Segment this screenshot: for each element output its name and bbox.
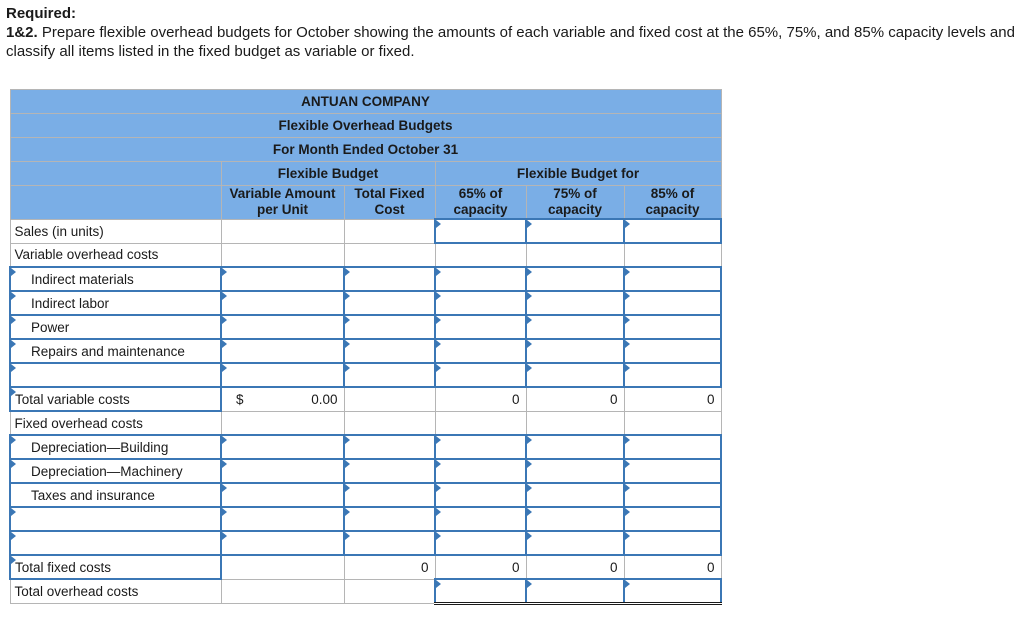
input-cell[interactable]: [344, 507, 435, 531]
input-cell[interactable]: [435, 291, 526, 315]
blank-select[interactable]: [10, 363, 221, 387]
input-cell[interactable]: [526, 459, 624, 483]
cell: [344, 387, 435, 411]
indirect-labor-select[interactable]: Indirect labor: [10, 291, 221, 315]
input-cell[interactable]: [624, 483, 721, 507]
dep-building-select[interactable]: Depreciation—Building: [10, 435, 221, 459]
cell: [526, 411, 624, 435]
col-variable-amount: Variable Amount per Unit: [221, 186, 344, 220]
part-label: 1&2.: [6, 24, 38, 41]
cell: [435, 411, 526, 435]
row-total-variable: [10, 387, 721, 411]
input-cell[interactable]: [435, 507, 526, 531]
input-cell[interactable]: [221, 291, 344, 315]
cell: [435, 243, 526, 267]
total-variable-75: 0: [526, 387, 624, 411]
row-label: Total overhead costs: [10, 579, 221, 603]
header-blank: [10, 186, 221, 220]
input-cell[interactable]: [526, 315, 624, 339]
row-label: Variable overhead costs: [10, 243, 221, 267]
input-cell[interactable]: [221, 459, 344, 483]
input-cell[interactable]: [435, 459, 526, 483]
input-cell[interactable]: [526, 531, 624, 555]
input-cell[interactable]: [624, 507, 721, 531]
input-cell[interactable]: [344, 459, 435, 483]
row-indirect-labor: [10, 291, 721, 315]
cell: [221, 243, 344, 267]
input-cell[interactable]: [526, 267, 624, 291]
table-title: Flexible Overhead Budgets: [10, 114, 721, 138]
instructions: [6, 4, 1016, 61]
input-cell[interactable]: [526, 483, 624, 507]
cell: [221, 579, 344, 603]
total-variable-65: 0: [435, 387, 526, 411]
input-cell[interactable]: [624, 459, 721, 483]
input-cell[interactable]: [526, 291, 624, 315]
input-cell[interactable]: [624, 363, 721, 387]
table-period: For Month Ended October 31: [10, 138, 721, 162]
total-fixed-select[interactable]: Total fixed costs: [10, 555, 221, 579]
sales-75-input[interactable]: [526, 219, 624, 243]
row-dep-building: [10, 435, 721, 459]
input-cell[interactable]: [526, 435, 624, 459]
input-cell[interactable]: [221, 315, 344, 339]
repairs-select[interactable]: Repairs and maintenance: [10, 339, 221, 363]
input-cell[interactable]: [221, 483, 344, 507]
row-taxes: [10, 483, 721, 507]
cell: [624, 243, 721, 267]
input-cell[interactable]: [526, 339, 624, 363]
input-cell[interactable]: [344, 339, 435, 363]
input-cell[interactable]: [221, 363, 344, 387]
input-cell[interactable]: [344, 435, 435, 459]
input-cell[interactable]: [344, 531, 435, 555]
row-fixed-overhead: [10, 411, 721, 435]
col-85-capacity: 85% of capacity: [624, 186, 721, 220]
input-cell[interactable]: [221, 267, 344, 291]
input-cell[interactable]: [344, 315, 435, 339]
cell: [344, 219, 435, 243]
row-dep-machinery: [10, 459, 721, 483]
row-repairs: [10, 339, 721, 363]
input-cell[interactable]: [624, 531, 721, 555]
total-variable-85: 0: [624, 387, 721, 411]
flexible-budget-for-group: Flexible Budget for: [435, 162, 721, 186]
blank-select[interactable]: [10, 507, 221, 531]
input-cell[interactable]: [221, 531, 344, 555]
total-fixed-75: 0: [526, 555, 624, 579]
total-variable-select[interactable]: Total variable costs: [10, 387, 221, 411]
cell: [344, 411, 435, 435]
total-fixed-cost: 0: [344, 555, 435, 579]
row-variable-overhead: [10, 243, 721, 267]
input-cell[interactable]: [435, 267, 526, 291]
required-heading: Required:: [6, 5, 77, 22]
cell: [221, 555, 344, 579]
col-total-fixed: Total Fixed Cost: [344, 186, 435, 220]
input-cell[interactable]: [624, 315, 721, 339]
dep-machinery-select[interactable]: Depreciation—Machinery: [10, 459, 221, 483]
input-cell[interactable]: [435, 531, 526, 555]
input-cell[interactable]: [344, 267, 435, 291]
input-cell[interactable]: [221, 339, 344, 363]
input-cell[interactable]: [624, 291, 721, 315]
row-blank-fixed-2: [10, 531, 721, 555]
total-overhead-65-input[interactable]: [435, 579, 526, 603]
row-total-fixed: [10, 555, 721, 579]
total-overhead-85-input[interactable]: [624, 579, 721, 603]
input-cell[interactable]: [435, 483, 526, 507]
total-fixed-65: 0: [435, 555, 526, 579]
currency-sign: $: [236, 391, 244, 407]
input-cell[interactable]: [624, 435, 721, 459]
row-sales: [10, 219, 721, 243]
col-75-capacity: 75% of capacity: [526, 186, 624, 220]
total-overhead-75-input[interactable]: [526, 579, 624, 603]
instruction-body: Prepare flexible overhead budgets for October showing the amounts of each variable and fixed cost at the 65%, 75%, and 85% capacity levels and classify all items listed in the fixed budget as variable or fixed.: [6, 24, 1015, 60]
input-cell[interactable]: [344, 363, 435, 387]
flexible-budget-table: [9, 89, 722, 605]
instruction-text: [6, 23, 1016, 61]
input-cell[interactable]: [344, 291, 435, 315]
taxes-select[interactable]: Taxes and insurance: [10, 483, 221, 507]
cell: [221, 411, 344, 435]
row-indirect-materials: [10, 267, 721, 291]
input-cell[interactable]: [221, 507, 344, 531]
input-cell[interactable]: [435, 339, 526, 363]
input-cell[interactable]: [344, 483, 435, 507]
input-cell[interactable]: [624, 339, 721, 363]
cell: [344, 579, 435, 603]
input-cell[interactable]: [221, 435, 344, 459]
total-fixed-85: 0: [624, 555, 721, 579]
flexible-budget-group: Flexible Budget: [221, 162, 435, 186]
sales-65-input[interactable]: [435, 219, 526, 243]
blank-select[interactable]: [10, 531, 221, 555]
power-select[interactable]: Power: [10, 315, 221, 339]
input-cell[interactable]: [526, 507, 624, 531]
input-cell[interactable]: [624, 267, 721, 291]
cell: [221, 219, 344, 243]
indirect-materials-select[interactable]: Indirect materials: [10, 267, 221, 291]
cell: [526, 243, 624, 267]
input-cell[interactable]: [435, 435, 526, 459]
company-name: ANTUAN COMPANY: [10, 90, 721, 114]
row-blank-fixed-1: [10, 507, 721, 531]
cell: [344, 243, 435, 267]
row-label: Sales (in units): [10, 219, 221, 243]
row-blank-variable: [10, 363, 721, 387]
input-cell[interactable]: [435, 315, 526, 339]
row-total-overhead: [10, 579, 721, 603]
total-variable-per-unit: [221, 387, 344, 411]
header-blank: [10, 162, 221, 186]
input-cell[interactable]: [435, 363, 526, 387]
row-power: [10, 315, 721, 339]
row-label: Fixed overhead costs: [10, 411, 221, 435]
sales-85-input[interactable]: [624, 219, 721, 243]
col-65-capacity: 65% of capacity: [435, 186, 526, 220]
input-cell[interactable]: [526, 363, 624, 387]
cell: [624, 411, 721, 435]
value: 0.00: [311, 391, 338, 407]
